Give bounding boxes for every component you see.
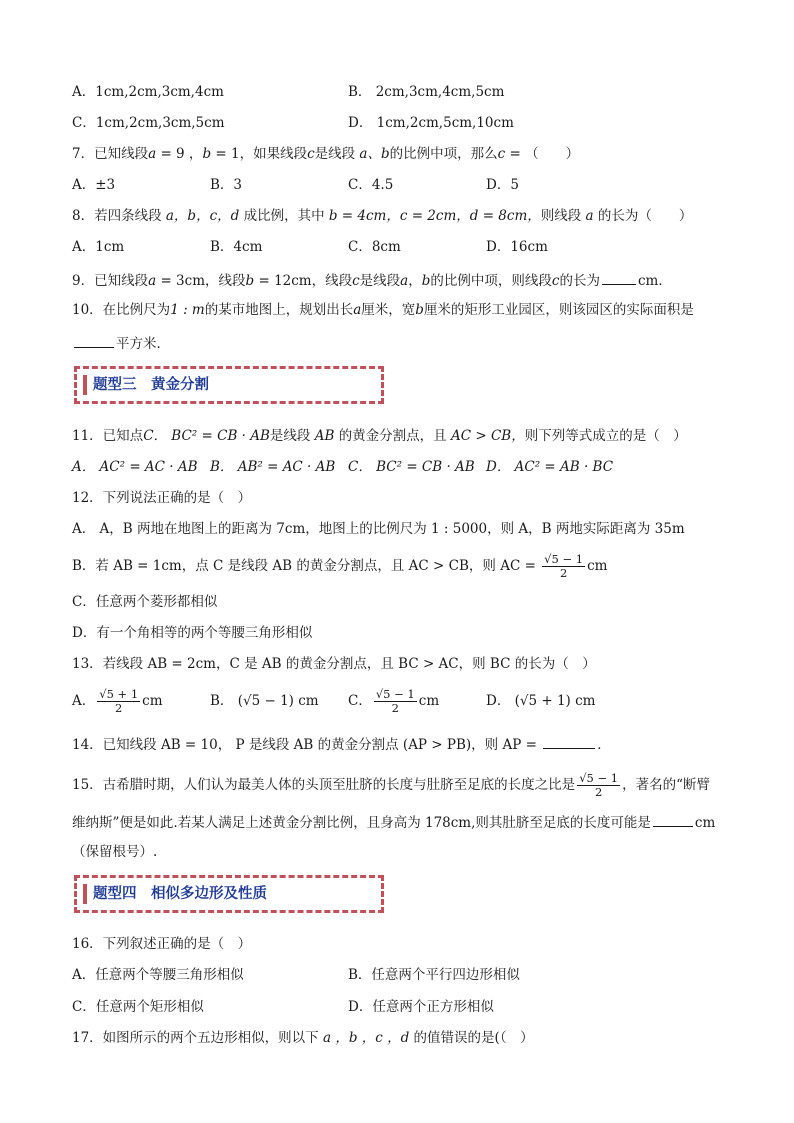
q8-stem: 8．若四条线段 a，b，c，d 成比例，其中 b = 4cm，c = 2cm，d = 8cm，则线段 a 的长为（ ） xyxy=(72,208,693,224)
q10-answer-blank[interactable] xyxy=(74,333,114,348)
section-title: 题型三 黄金分割 xyxy=(93,377,209,393)
fraction: $\frac{√5 + 1}{2}$ xyxy=(99,687,139,715)
q13-option-c: C． $\frac{√5 - 1}{2}$ cm xyxy=(348,687,440,715)
q14-answer-blank[interactable] xyxy=(543,734,595,749)
fraction: $\frac{√5 - 1}{2}$ xyxy=(579,771,619,799)
q8-option-a: A．1cm xyxy=(72,239,125,255)
q6-option-c: C．1cm,2cm,3cm,5cm xyxy=(72,115,225,131)
q6-option-b: B． 2cm,3cm,4cm,5cm xyxy=(348,84,505,100)
q9-stem: 9．已知线段a = 3cm，线段b = 12cm，线段c是线段a，b的比例中项，则线段c的长为 cm． xyxy=(72,270,672,290)
q16-option-d: D．任意两个正方形相似 xyxy=(348,999,494,1015)
q10-line2: 平方米． xyxy=(72,333,170,353)
q13-stem: 13．若线段 AB = 2cm，C 是 AB 的黄金分割点，且 BC > AC，则 BC 的长为（ ） xyxy=(72,656,596,672)
q16-option-b: B．任意两个平行四边形相似 xyxy=(348,967,520,983)
q12-option-d: D．有一个角相等的两个等腰三角形相似 xyxy=(72,625,313,641)
section-accent-bar xyxy=(83,884,87,904)
section-header-similar-polygons xyxy=(74,875,384,913)
q13-option-b: B． (√5 − 1) cm xyxy=(210,693,319,709)
section-accent-bar xyxy=(83,375,87,395)
q10-stem: 10．在比例尺为1 : m的某市地图上，规划出长a厘米，宽b厘米的矩形工业园区，则该园区的实际面积是 xyxy=(72,302,694,318)
q11-option-c: C． BC² = CB · AB xyxy=(348,459,475,475)
q7-option-c: C．4.5 xyxy=(348,177,394,193)
q7-stem: 7．已知线段a = 9 ，b = 1，如果线段c是线段 a、b的比例中项，那么c = （ ） xyxy=(72,146,580,162)
q11-option-b: B． AB² = AC · AB xyxy=(210,459,336,475)
fraction: $\frac{√5 - 1}{2}$ xyxy=(375,687,415,715)
q12-option-a: A． A，B 两地在地图上的距离为 7cm，地图上的比例尺为 1 : 5000，则 A，B 两地实际距离为 35m xyxy=(72,521,685,537)
section-title: 题型四 相似多边形及性质 xyxy=(93,886,267,902)
q7-option-d: D．5 xyxy=(486,177,519,193)
q17-stem: 17．如图所示的两个五边形相似，则以下 a ，b ，c ，d 的值错误的是(（ ） xyxy=(72,1030,534,1046)
q11-stem: 11．已知点C． BC² = CB · AB是线段 AB 的黄金分割点，且 AC > CB，则下列等式成立的是（ ） xyxy=(72,428,687,444)
q11-option-d: D． AC² = AB · BC xyxy=(486,459,614,475)
q14-stem: 14．已知线段 AB = 10， P 是线段 AB 的黄金分割点 (AP > PB)，则 AP = ． xyxy=(72,734,611,754)
q8-option-d: D．16cm xyxy=(486,239,548,255)
fraction: $\frac{√5 - 1}{2}$ xyxy=(544,552,584,580)
q7-option-b: B．3 xyxy=(210,177,243,193)
q7-option-a: A．±3 xyxy=(72,177,116,193)
q9-answer-blank[interactable] xyxy=(602,270,636,285)
q11-option-a: A． AC² = AC · AB xyxy=(72,459,198,475)
q12-option-c: C．任意两个菱形都相似 xyxy=(72,594,218,610)
q13-option-d: D． (√5 + 1) cm xyxy=(486,693,596,709)
q15-line1: 15．古希腊时期，人们认为最美人体的头顶至肚脐的长度与肚脐至足底的长度之比是 $\frac{√5 - 1}{2}$ ，著名的“断臂 xyxy=(72,771,711,799)
q16-option-a: A．任意两个等腰三角形相似 xyxy=(72,967,244,983)
q13-option-a: A． $\frac{√5 + 1}{2}$ cm xyxy=(72,687,163,715)
q12-option-b: B．若 AB = 1cm，点 C 是线段 AB 的黄金分割点，且 AC > CB，则 AC = $\frac{√5 - 1}{2}$ cm xyxy=(72,552,608,580)
q16-stem: 16．下列叙述正确的是（ ） xyxy=(72,936,252,952)
q15-line3: （保留根号）. xyxy=(72,844,158,860)
q12-stem: 12．下列说法正确的是（ ） xyxy=(72,490,252,506)
q6-option-a: A．1cm,2cm,3cm,4cm xyxy=(72,84,224,100)
q8-option-c: C．8cm xyxy=(348,239,401,255)
q15-line2: 维纳斯”便是如此.若某人满足上述黄金分割比例，且身高为 178cm,则其肚脐至足底的长度可能是 cm xyxy=(72,812,715,832)
q8-option-b: B．4cm xyxy=(210,239,263,255)
q6-option-d: D． 1cm,2cm,5cm,10cm xyxy=(348,115,514,131)
q16-option-c: C．任意两个矩形相似 xyxy=(72,999,204,1015)
section-header-golden-ratio xyxy=(74,366,384,404)
q15-answer-blank[interactable] xyxy=(653,812,693,827)
